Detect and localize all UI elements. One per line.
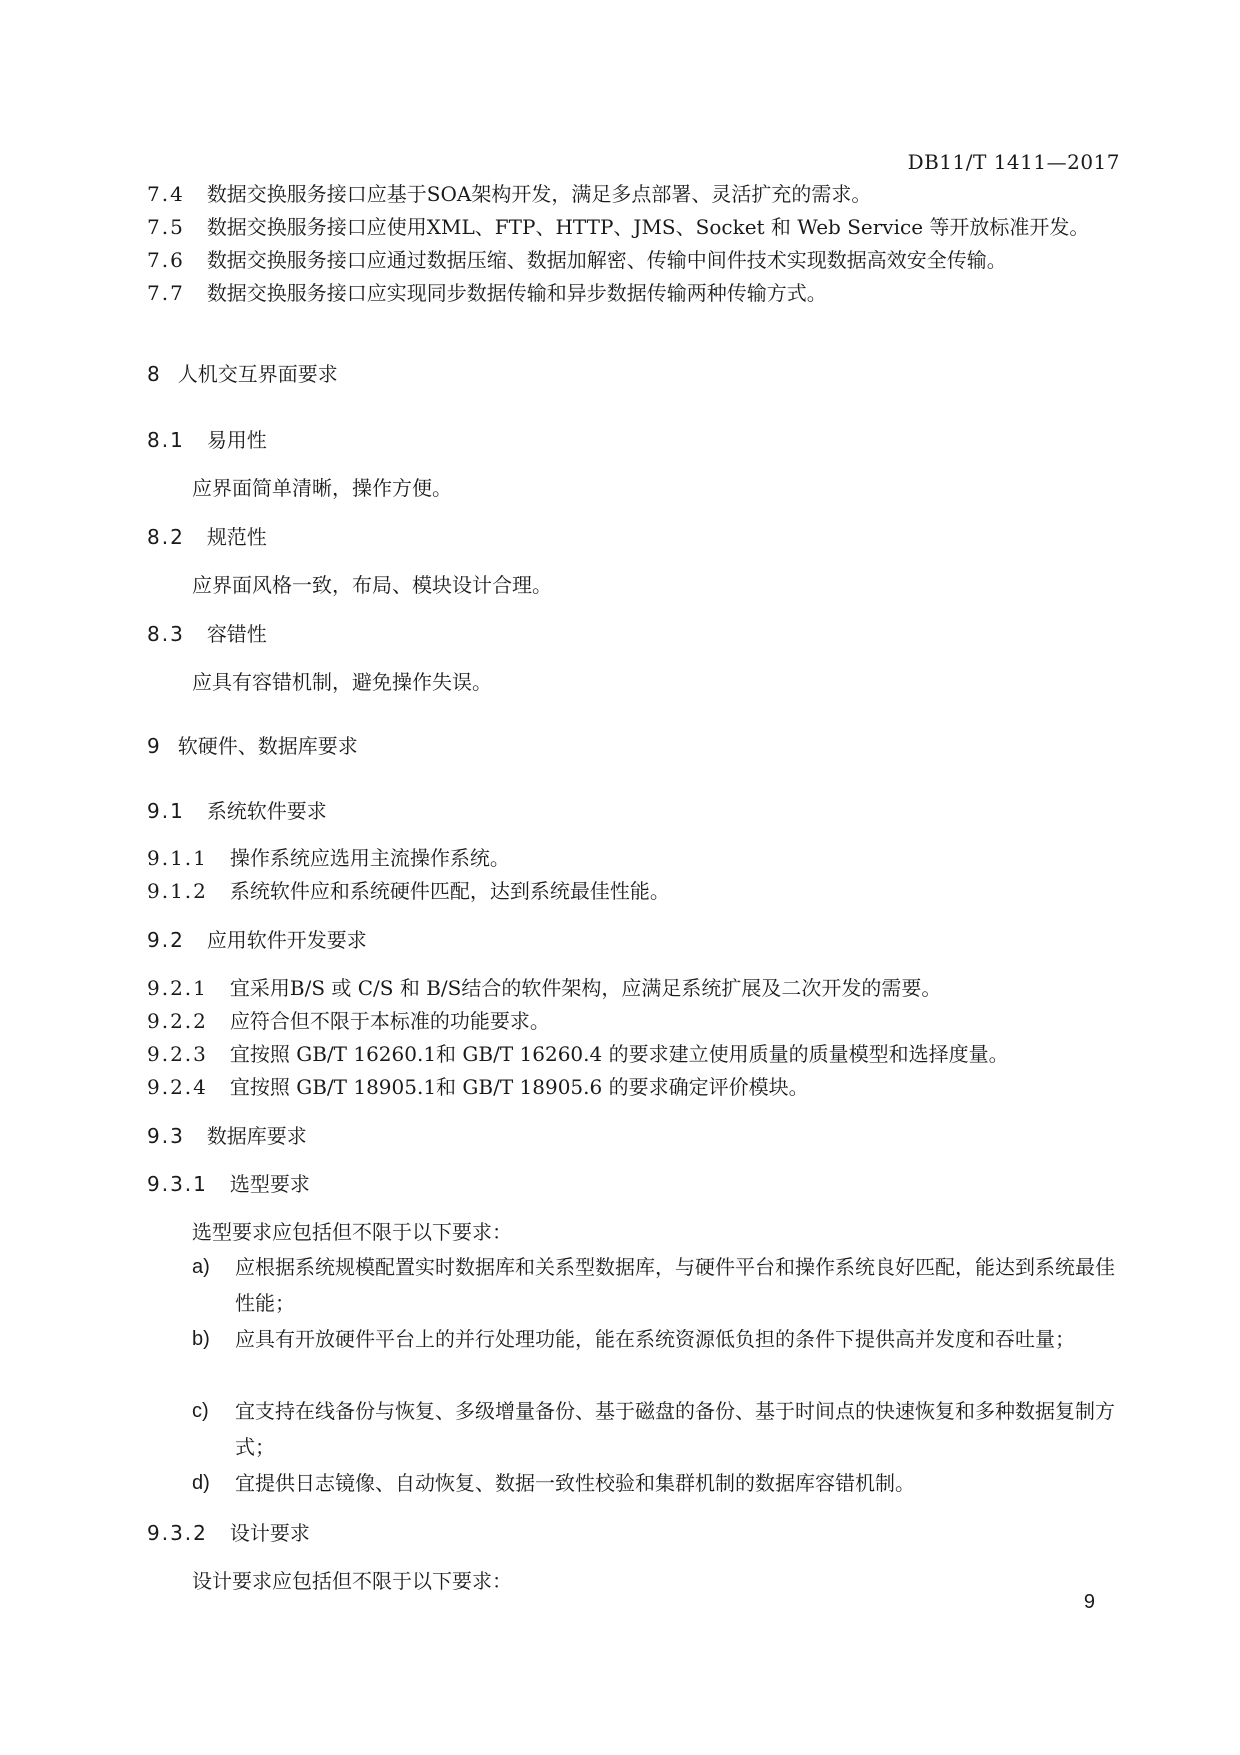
subsection-number: 8.1	[147, 428, 185, 452]
clause-text: 宜按照 GB/T 18905.1和 GB/T 18905.6 的要求确定评价模块。	[229, 1075, 809, 1099]
clause-text: 操作系统应选用主流操作系统。	[229, 846, 510, 870]
list-item-text: 应根据系统规模配置实时数据库和关系型数据库，与硬件平台和操作系统良好匹配，能达到系统最佳性能；	[235, 1255, 1115, 1315]
list-item	[192, 1321, 1132, 1357]
subsection-9-3-2-heading	[147, 1519, 310, 1547]
subsection-number: 9.3.2	[147, 1521, 208, 1545]
subsection-title: 应用软件开发要求	[206, 928, 367, 952]
subsection-title: 数据库要求	[206, 1124, 307, 1148]
subsection-8-1-text: 应界面简单清晰，操作方便。	[192, 476, 452, 500]
list-item	[192, 1249, 1132, 1321]
clause-7-4	[147, 180, 871, 208]
list-item-text: 应具有开放硬件平台上的并行处理功能，能在系统资源低负担的条件下提供高并发度和吞吐量；	[235, 1327, 1075, 1351]
clause-9-2-2	[147, 1007, 550, 1035]
list-marker: a)	[192, 1256, 210, 1278]
clause-7-6	[147, 246, 1007, 274]
selection-intro-text: 选型要求应包括但不限于以下要求：	[192, 1220, 512, 1244]
clause-number: 9.2.1	[147, 976, 208, 1000]
subsection-title: 规范性	[206, 525, 267, 549]
clause-number: 9.2.2	[147, 1009, 208, 1033]
list-item-text: 宜提供日志镜像、自动恢复、数据一致性校验和集群机制的数据库容错机制。	[235, 1471, 915, 1495]
clause-9-1-2	[147, 877, 670, 905]
design-intro-text: 设计要求应包括但不限于以下要求：	[192, 1569, 512, 1593]
clause-text: 数据交换服务接口应实现同步数据传输和异步数据传输两种传输方式。	[206, 281, 827, 305]
subsection-9-3-heading	[147, 1122, 307, 1150]
clause-text: 数据交换服务接口应使用XML、FTP、HTTP、JMS、Socket 和 Web Service 等开放标准开发。	[206, 215, 1090, 239]
subsection-8-2-text: 应界面风格一致，布局、模块设计合理。	[192, 573, 552, 597]
section-number: 9	[147, 734, 162, 758]
clause-number: 7.6	[147, 248, 185, 272]
clause-number: 9.1.2	[147, 879, 208, 903]
clause-number: 9.2.4	[147, 1075, 208, 1099]
clause-text: 宜按照 GB/T 16260.1和 GB/T 16260.4 的要求建立使用质量的质量模型和选择度量。	[229, 1042, 1009, 1066]
subsection-number: 9.2	[147, 928, 185, 952]
subsection-title: 容错性	[206, 622, 267, 646]
clause-9-2-4	[147, 1073, 809, 1101]
page-number: 9	[1083, 1591, 1095, 1613]
section-number: 8	[147, 362, 162, 386]
subsection-title: 易用性	[206, 428, 267, 452]
subsection-9-3-1-heading	[147, 1170, 310, 1198]
clause-number: 7.7	[147, 281, 185, 305]
clause-text: 应符合但不限于本标准的功能要求。	[229, 1009, 550, 1033]
subsection-9-2-heading	[147, 926, 367, 954]
subsection-title: 系统软件要求	[206, 799, 327, 823]
section-8-heading	[147, 360, 338, 388]
section-title: 人机交互界面要求	[177, 362, 338, 386]
subsection-title: 设计要求	[229, 1521, 310, 1545]
clause-7-5	[147, 213, 1089, 241]
subsection-title: 选型要求	[229, 1172, 310, 1196]
section-title: 软硬件、数据库要求	[177, 734, 358, 758]
list-item-text: 宜支持在线备份与恢复、多级增量备份、基于磁盘的备份、基于时间点的快速恢复和多种数据复制方式；	[235, 1399, 1115, 1459]
subsection-number: 9.3.1	[147, 1172, 208, 1196]
subsection-8-3-heading	[147, 620, 267, 648]
clause-9-1-1	[147, 844, 510, 872]
subsection-8-2-heading	[147, 523, 267, 551]
clause-number: 7.4	[147, 182, 185, 206]
subsection-8-3-text: 应具有容错机制，避免操作失误。	[192, 670, 492, 694]
clause-text: 数据交换服务接口应通过数据压缩、数据加解密、传输中间件技术实现数据高效安全传输。	[206, 248, 1007, 272]
clause-7-7	[147, 279, 827, 307]
subsection-number: 9.1	[147, 799, 185, 823]
list-item	[192, 1393, 1132, 1465]
list-item	[192, 1465, 1132, 1501]
list-marker: d)	[192, 1472, 210, 1494]
subsection-8-1-heading	[147, 426, 267, 454]
clause-number: 9.2.3	[147, 1042, 208, 1066]
clause-9-2-1	[147, 974, 941, 1002]
clause-text: 数据交换服务接口应基于SOA架构开发，满足多点部署、灵活扩充的需求。	[206, 182, 872, 206]
subsection-number: 9.3	[147, 1124, 185, 1148]
subsection-number: 8.2	[147, 525, 185, 549]
clause-text: 宜采用B/S 或 C/S 和 B/S结合的软件架构，应满足系统扩展及二次开发的需要。	[229, 976, 942, 1000]
doc-code-header: DB11/T 1411—2017	[907, 150, 1120, 174]
list-marker: b)	[192, 1328, 210, 1350]
section-9-heading	[147, 732, 358, 760]
clause-9-2-3	[147, 1040, 1009, 1068]
clause-number: 7.5	[147, 215, 185, 239]
subsection-number: 8.3	[147, 622, 185, 646]
subsection-9-1-heading	[147, 797, 327, 825]
clause-number: 9.1.1	[147, 846, 208, 870]
list-marker: c)	[192, 1400, 209, 1422]
clause-text: 系统软件应和系统硬件匹配，达到系统最佳性能。	[229, 879, 670, 903]
